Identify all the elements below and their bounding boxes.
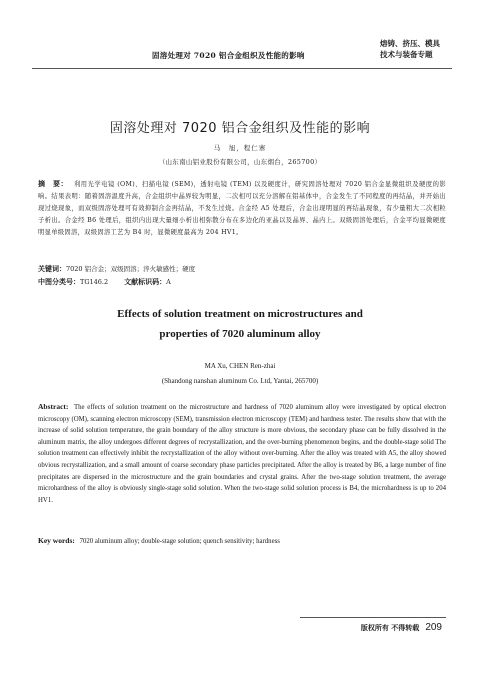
title-en-line1: Effects of solution treatment on microstructures and	[117, 308, 363, 320]
abstract-cn-label: 摘 要：	[38, 180, 68, 188]
keywords-en-text: 7020 aluminum alloy; double-stage solution; quench sensitivity; hardness	[79, 538, 280, 545]
doc-code-value: A	[166, 278, 171, 286]
copyright-notice: 版权所有 不得转载	[360, 623, 420, 632]
keywords-en	[38, 536, 446, 545]
keywords-cn-label: 关键词：	[38, 265, 66, 273]
authors-en: MA Xu, CHEN Ren-zhai	[204, 362, 276, 370]
page-footer	[361, 622, 442, 633]
abstract-cn	[38, 178, 446, 239]
running-header-section-line2: 技术与装备专题	[380, 50, 433, 59]
keywords-en-label: Key words:	[38, 536, 75, 545]
running-header-title: 固溶处理对 7020 铝合金组织及性能的影响	[152, 51, 305, 60]
abstract-cn-text: 利用光学电镜 (OM)、扫描电镜 (SEM)，透射电镜 (TEM) 以及硬度计，研究固溶处理对 7020 铝合金显微组织及硬度的影响。结果表明：随着固溶温度升高，合金组织中晶界较为明显，二次相可以充分溶解在铝基体中，合金发生了不同程度的再结晶，并开始出现过烧现象，而双级固溶处理可有效抑制合金再结晶，不发生过烧。合金经 A5 处理后，合金出现明显的再结晶现象，有少量粗大二次相粒子析出。合金经 B6 处理后，组织内出现大量细小析出相弥散分布在多边化的亚晶以及晶界、晶内上。双级固溶处理后，合金平均显微硬度明显单级固溶，双级固溶工艺为 B4 时，显微硬度最高为 204 HV1。	[38, 181, 446, 236]
page-number: 209	[425, 622, 442, 633]
abstract-en	[38, 401, 446, 506]
authors-cn: 马 旭，程仁寨	[213, 144, 267, 152]
abstract-en-label: Abstract:	[38, 402, 69, 411]
classification-line	[38, 277, 446, 287]
header-rule	[32, 68, 452, 69]
doc-code-label: 文献标识码：	[124, 278, 167, 286]
affiliation-cn: （山东南山铝业股份有限公司，山东烟台，265700）	[158, 158, 322, 166]
title-cn: 固溶处理对 7020 铝合金组织及性能的影响	[109, 121, 371, 136]
running-header-section	[380, 38, 452, 60]
abstract-en-text: The effects of solution treatment on the microstructure and hardness of 7020 aluminum alloy were investigated by optical electron microscopy (OM), scanning electron microscopy (SEM), transmission electron microscopy (TEM) and hardness tester. The results show that with the increase of solid solution temperature, the grain boundary of the alloy structure is more obvious, the secondary phase can be fully dissolved in the aluminum matrix, the alloy undergoes different degrees of recrystallization, and the over-burning phenomenon begins, and the double-stage solid The solution treatment can effectively inhibit the recrystallization of the alloy without over-burning. After the alloy was treated with A5, the alloy showed obvious recrystallization, and a small amount of coarse secondary phase particles precipitated. After the alloy is treated by B6, a large number of fine precipitates are dispersed in the microstructure and the grain boundaries and crystal grains. After the two-stage solution treatment, the average microhardness of the alloy is obviously single-stage solid solution. When the two-stage solid solution process is B4, the microhardness is up to 204 HV1.	[38, 404, 446, 504]
affiliation-en: (Shandong nanshan aluminum Co. Ltd, Yantai, 265700)	[161, 377, 319, 385]
running-header-section-line1: 熔铸、挤压、模具	[380, 39, 440, 48]
keywords-cn	[38, 264, 446, 274]
title-en-line2: properties of 7020 aluminum alloy	[159, 328, 321, 340]
running-header	[32, 36, 452, 66]
title-en	[0, 304, 480, 344]
clc-value: TG146.2	[80, 278, 109, 286]
keywords-cn-text: 7020 铝合金；双级固溶；淬火敏感性；硬度	[66, 265, 196, 273]
clc-label: 中图分类号：	[38, 278, 80, 286]
footer-rule	[300, 617, 446, 618]
